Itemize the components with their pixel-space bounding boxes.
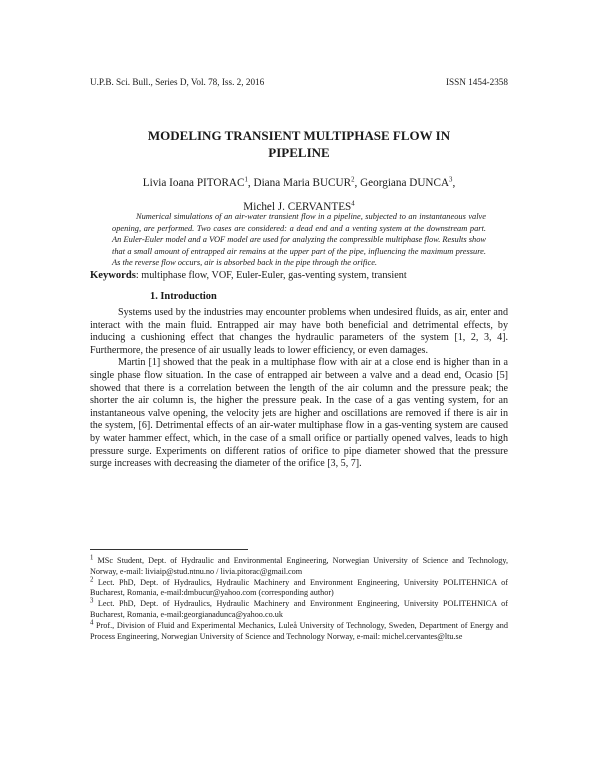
footnote <box>90 599 508 620</box>
footnote-divider <box>90 549 248 550</box>
author-affiliation-mark: 2 <box>351 176 355 184</box>
issn-number: ISSN 1454-2358 <box>445 77 508 87</box>
footnote-text: Lect. PhD, Dept. of Hydraulics, Hydraulic Machinery and Environment Engineering, University POLITEHNICA of Bucharest, Romania, e-mail:georgianadunca@yahoo.co.uk <box>90 599 508 619</box>
footnote-mark: 1 <box>90 554 94 562</box>
running-header <box>90 77 508 87</box>
author-name: Georgiana DUNCA <box>360 177 450 189</box>
author-name: Livia Ioana PITORAC <box>142 177 245 189</box>
footnote <box>90 556 508 577</box>
paper-title <box>90 127 508 161</box>
footnote-mark: 2 <box>90 575 94 583</box>
title-line-1: MODELING TRANSIENT MULTIPHASE FLOW IN <box>147 128 451 143</box>
author-affiliation-mark: 4 <box>351 200 355 208</box>
author-separator: , <box>247 177 254 189</box>
keywords-label: Keywords <box>90 270 136 281</box>
footnotes <box>90 556 508 643</box>
author-line-1 <box>90 171 508 195</box>
footnote <box>90 575 508 599</box>
footnote-text: Lect. PhD, Dept. of Hydraulics, Hydraulic Machinery and Environment Engineering, University POLITEHNICA of Bucharest, Romania, e-mail:dmbucur@yahoo.com (corresponding author) <box>90 577 508 598</box>
footnote-mark: 4 <box>90 619 94 627</box>
author-name: Diana Maria BUCUR <box>253 177 352 189</box>
footnote-text: Prof., Division of Fluid and Experimental Mechanics, Luleå University of Technology, Sweden, Department of Energy and Process Engineering, Norwegian University of Science and Technology Norway, e-mail: michel.cervantes@ltu.se <box>90 621 508 641</box>
abstract: Numerical simulations of an air-water transient flow in a pipeline, subjected to an instantaneous valve opening, are performed. Two cases are considered: a dead end and a venting system at the downstream part. An Euler-Euler model and a VOF model are used for analyzing the compressible multiphase flow. Results show that a small amount of entrapped air remains at the upper part of the pipe, influencing the maximum pressure. As the reverse flow occurs, air is absorbed back in the pipe through the orifice. <box>112 212 486 268</box>
author-separator: , <box>452 177 456 189</box>
body-text <box>90 307 508 471</box>
author-affiliation-mark: 1 <box>244 176 248 184</box>
footnote-text: MSc Student, Dept. of Hydraulic and Environmental Engineering, Norwegian University of Science and Technology, Norway, e-mail: liviaip@stud.ntnu.no / livia.pitorac@gmail.com <box>90 556 508 576</box>
body-paragraph: Martin [1] showed that the peak in a multiphase flow with air at a close end is higher than in a single phase flow situation. In the case of entrapped air between a valve and a dead end, Ocasio [5] showed that there is a correlation between the length of the air column and the pressure peak; the shorter the air column is, the higher the pressure peak. In the case of a gas venting system, for an instantaneous valve opening, the velocity jets are higher and oscillations are removed if there is air in the system, [6]. Detrimental effects of an air-water multiphase flow in a gas-venting system are caused by water hammer effect, which, in the case of a small orifice or partially opened valves, leads to high pressure surge. Experiments on different ratios of orifice to pipe diameter showed that the pressure surge increases with decreasing the diameter of the orifice [3, 5, 7]. <box>90 357 508 470</box>
section-heading: 1. Introduction <box>150 291 217 302</box>
footnote <box>90 621 508 642</box>
journal-citation: U.P.B. Sci. Bull., Series D, Vol. 78, Iss. 2, 2016 <box>90 77 265 87</box>
title-line-2: PIPELINE <box>268 145 330 160</box>
keywords-line <box>90 270 508 281</box>
author-separator: , <box>354 177 361 189</box>
keywords-list: : multiphase flow, VOF, Euler-Euler, gas-venting system, transient <box>135 270 407 281</box>
footnote-mark: 3 <box>90 597 94 605</box>
body-paragraph: Systems used by the industries may encounter problems when undesired fluids, as air, enter and interact with the main fluid. Entrapped air may have both beneficial and detrimental effects, by inducing a cushioning effect that changes the hydraulic parameters of the system [1, 2, 3, 4]. Furthermore, the presence of air usually leads to lower efficiency, or even damages. <box>90 307 508 356</box>
author-affiliation-mark: 3 <box>449 176 453 184</box>
author-name: Michel J. CERVANTES <box>243 201 352 213</box>
